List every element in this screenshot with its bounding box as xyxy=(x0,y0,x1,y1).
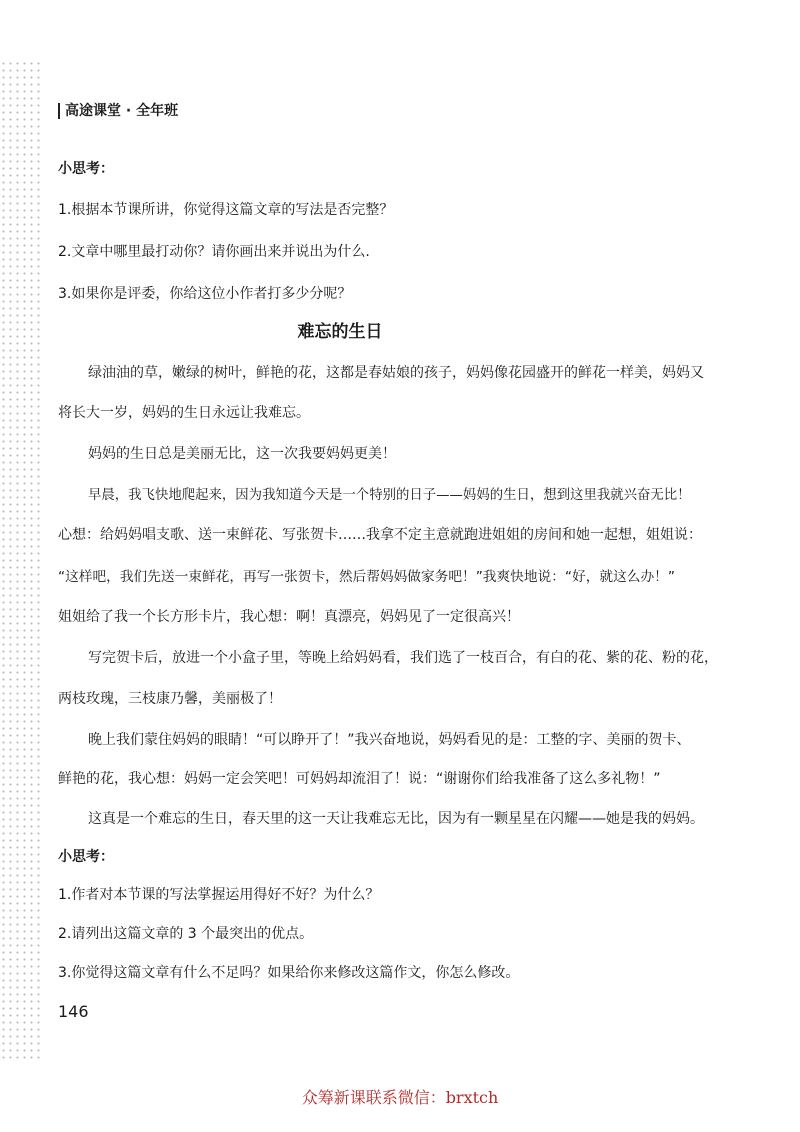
binding-dots xyxy=(0,60,40,1060)
section2-question-2: 2.请列出这篇文章的 3 个最突出的优点。 xyxy=(58,926,314,942)
section2-question-3: 3.你觉得这篇文章有什么不足吗？如果给你来修改这篇作文，你怎么修改。 xyxy=(58,965,520,981)
page-number: 146 xyxy=(58,1002,89,1021)
essay-line-11: 鲜艳的花，我心想：妈妈一定会笑吧！可妈妈却流泪了！说：“谢谢你们给我准备了这么多礼物！” xyxy=(58,771,661,787)
essay-line-2: 将长大一岁，妈妈的生日永远让我难忘。 xyxy=(58,405,310,421)
essay-line-7: 姐姐给了我一个长方形卡片，我心想：啊！真漂亮，妈妈见了一定很高兴！ xyxy=(58,609,520,625)
essay-line-8: 写完贺卡后，放进一个小盒子里，等晚上给妈妈看，我们选了一枝百合，有白的花、紫的花、粉的花， xyxy=(88,650,718,666)
section2-question-1: 1.作者对本节课的写法掌握运用得好不好？为什么？ xyxy=(58,887,380,903)
header-title: 高途课堂 · 全年班 xyxy=(58,103,178,119)
essay-line-12: 这真是一个难忘的生日，春天里的这一天让我难忘无比，因为有一颗星星在闪耀——她是我的妈妈。 xyxy=(88,811,704,827)
essay-line-6: “这样吧，我们先送一束鲜花，再写一张贺卡，然后帮妈妈做家务吧！”我爽快地说：“好，就这么办！” xyxy=(58,569,675,585)
essay-line-10: 晚上我们蒙住妈妈的眼睛！“可以睁开了！”我兴奋地说，妈妈看见的是：工整的字、美丽的贺卡、 xyxy=(88,732,691,748)
essay-line-3: 妈妈的生日总是美丽无比，这一次我要妈妈更美！ xyxy=(88,446,396,462)
section1-heading: 小思考： xyxy=(58,161,114,177)
section1-question-1: 1.根据本节课所讲，你觉得这篇文章的写法是否完整？ xyxy=(58,202,394,218)
section1-question-3: 3.如果你是评委，你给这位小作者打多少分呢？ xyxy=(58,286,352,302)
essay-line-1: 绿油油的草，嫩绿的树叶，鲜艳的花，这都是春姑娘的孩子，妈妈像花园盛开的鲜花一样美，妈妈又 xyxy=(88,365,704,381)
footer-watermark: 众筹新课联系微信：brxtch xyxy=(301,1088,499,1107)
section1-question-2: 2.文章中哪里最打动你？请你画出来并说出为什么. xyxy=(58,244,370,260)
section2-heading: 小思考： xyxy=(58,849,114,865)
essay-line-9: 两枝玫瑰，三枝康乃馨，美丽极了！ xyxy=(58,691,282,707)
essay-title: 难忘的生日 xyxy=(297,322,383,342)
essay-line-4: 早晨，我飞快地爬起来，因为我知道今天是一个特别的日子——妈妈的生日，想到这里我就兴奋无比！ xyxy=(88,488,691,503)
essay-line-5: 心想：给妈妈唱支歌、送一束鲜花、写张贺卡……我拿不定主意就跑进姐姐的房间和她一起想，姐姐说： xyxy=(58,527,702,543)
